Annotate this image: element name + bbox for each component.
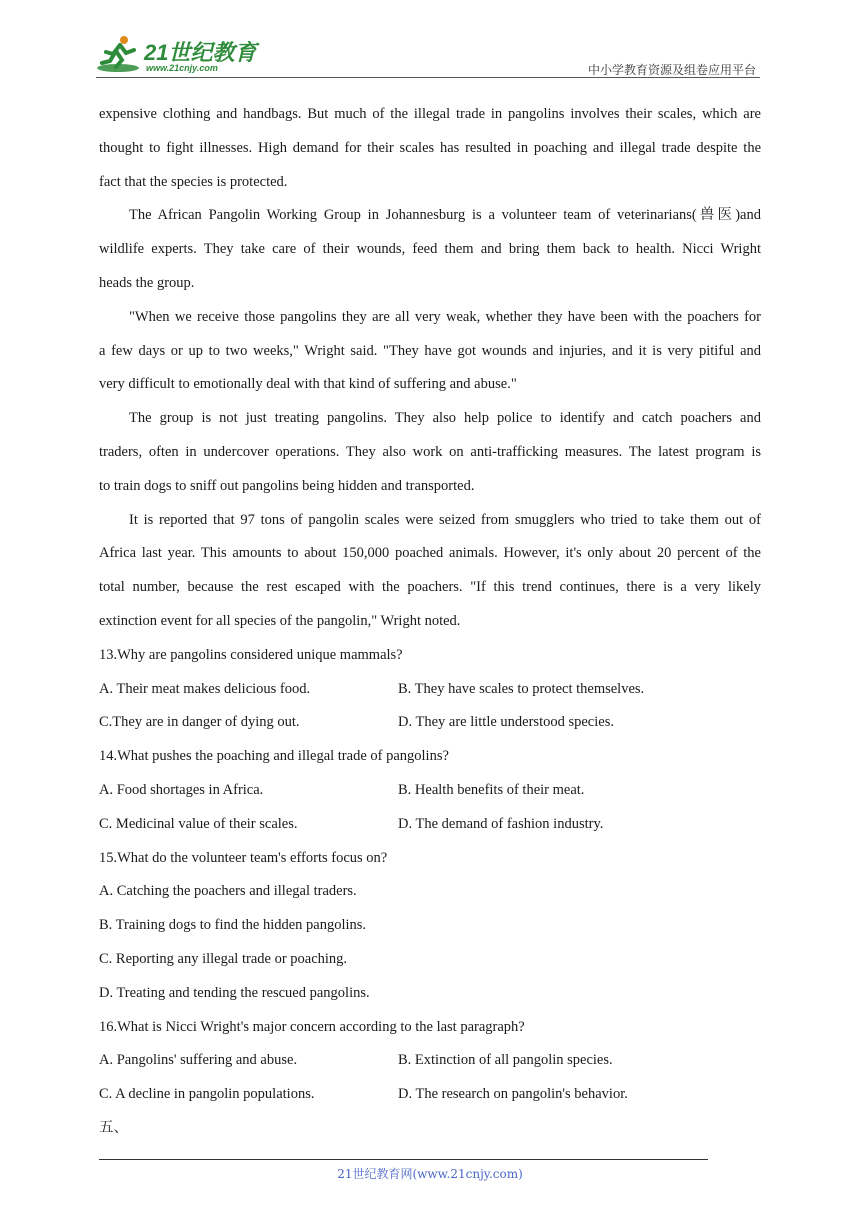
options-row [99,1044,761,1078]
passage-line: extinction event for all species of the pangolin," Wright noted. [99,612,461,629]
platform-name: 中小学教育资源及组卷应用平台 [587,63,756,77]
option-b: B. Training dogs to find the hidden pangolins. [99,917,367,934]
passage-line: expensive clothing and handbags. But much of the illegal trade in pangolins involves their scales, which are [99,106,761,122]
option-d: D. Treating and tending the rescued pangolins. [99,984,370,1001]
section-heading: 五、 [99,1119,128,1136]
options-row [99,673,761,707]
question-stem: 15.What do the volunteer team's efforts focus on? [99,849,388,866]
passage-line: a few days or up to two weeks," Wright said. "They have got wounds and injuries, and it is very pitiful and [99,342,761,359]
option-d: D. The research on pangolin's behavior. [398,1086,628,1103]
passage-line: Africa last year. This amounts to about 150,000 poached animals. However, it's only about 20 percent of the [99,545,761,562]
option-a: A. Catching the poachers and illegal traders. [99,883,357,900]
question-14 [99,740,761,841]
passage [99,98,761,639]
page-header [96,30,760,80]
option-a: A. Food shortages in Africa. [99,781,264,798]
passage-line: The African Pangolin Working Group in Johannesburg is a volunteer team of veterinarians(兽医)and [129,207,761,224]
logo-text: 21世纪教育 [144,40,257,65]
option-c: C. Medicinal value of their scales. [99,815,298,832]
option-b: B. Health benefits of their meat. [398,781,585,798]
options-row [99,1078,761,1112]
logo [96,30,266,78]
option-b: B. Extinction of all pangolin species. [398,1052,613,1069]
option-c: C. Reporting any illegal trade or poaching. [99,950,348,967]
runner-icon [96,34,142,74]
passage-line: wildlife experts. They take care of their wounds, feed them and bring them back to health. Nicci Wright [99,241,761,258]
passage-line: to train dogs to sniff out pangolins being hidden and transported. [99,477,475,494]
options-row [99,706,761,740]
option-c: C. A decline in pangolin populations. [99,1086,315,1103]
option-a: A. Their meat makes delicious food. [99,680,311,697]
option-b: B. They have scales to protect themselves. [398,680,645,697]
question-16 [99,1011,761,1112]
question-15 [99,842,761,1011]
question-13 [99,639,761,740]
logo-url: www.21cnjy.com [146,63,218,73]
passage-line: total number, because the rest escaped with the poachers. "If this trend continues, there is a very likely [99,579,761,596]
page-content [99,98,761,1146]
passage-line: very difficult to emotionally deal with that kind of suffering and abuse." [99,376,517,393]
passage-line: "When we receive those pangolins they are all very weak, whether they have been with the poachers for [129,308,761,325]
footer-link[interactable]: 21世纪教育网(www.21cnjy.com) [337,1167,523,1181]
options-row [99,808,761,842]
option-d: D. They are little understood species. [398,714,614,731]
header-divider [96,77,760,78]
passage-line: traders, often in undercover operations. They also work on anti-trafficking measures. The latest program is [99,443,761,460]
options-row [99,774,761,808]
question-stem: 16.What is Nicci Wright's major concern according to the last paragraph? [99,1018,525,1035]
footer-divider [99,1159,708,1160]
passage-line: heads the group. [99,274,195,291]
option-c: C.They are in danger of dying out. [99,714,300,731]
passage-line: It is reported that 97 tons of pangolin scales were seized from smugglers who tried to take them out of [129,511,761,528]
passage-line: The group is not just treating pangolins. They also help police to identify and catch poachers and [129,410,761,427]
passage-line: fact that the species is protected. [99,173,288,190]
option-d: D. The demand of fashion industry. [398,815,604,832]
passage-line: thought to fight illnesses. High demand for their scales has resulted in poaching and illegal trade despite the [99,139,761,156]
option-a: A. Pangolins' suffering and abuse. [99,1052,298,1069]
question-stem: 13.Why are pangolins considered unique mammals? [99,646,403,663]
question-stem: 14.What pushes the poaching and illegal trade of pangolins? [99,748,449,765]
